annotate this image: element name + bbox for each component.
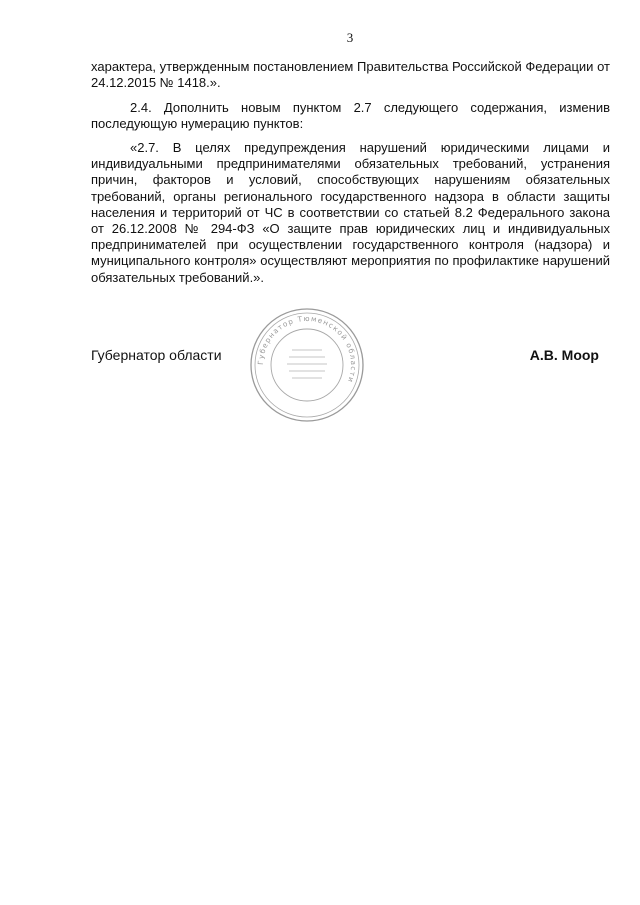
paragraph-2-7-text: «2.7. В целях предупреждения нарушений юридическими лицами и индивидуальными предпринимателями обязательных требований, устранения причин, факторов и условий, способствующих нарушениям обязательных требований, органы регионального государственного надзора в области защиты населения и территорий от ЧС в соответствии со статьей 8.2 Федерального закона от 26.12.2008 № 294-ФЗ «О защите прав юридических лиц и индивидуальных предпринимателей при осуществлении государственного контроля (надзора) и муниципального контроля» осуществляют мероприятия по профилактике нарушений обязательных требований.». bbox=[91, 140, 610, 285]
page-number: 3 bbox=[346, 30, 354, 45]
paragraph-2-4-text: 2.4. Дополнить новым пунктом 2.7 следующего содержания, изменив последующую нумерацию пунктов: bbox=[91, 100, 610, 132]
official-seal bbox=[248, 306, 366, 424]
paragraph-continuation bbox=[91, 59, 610, 91]
seal-stamp-icon bbox=[248, 306, 366, 424]
paragraph-continuation-text: характера, утвержденным постановлением Правительства Российской Федерации от 24.12.2015 № 1418.». bbox=[91, 59, 610, 91]
paragraph-2-7 bbox=[91, 140, 610, 286]
svg-text:Губернатор Тюменской области bbox=[256, 314, 358, 385]
paragraph-2-4 bbox=[91, 100, 610, 132]
seal-ring-text: Губернатор Тюменской области bbox=[255, 313, 359, 385]
signature-name: А.В. Моор bbox=[529, 347, 599, 363]
signature-title: Губернатор области bbox=[91, 347, 222, 363]
